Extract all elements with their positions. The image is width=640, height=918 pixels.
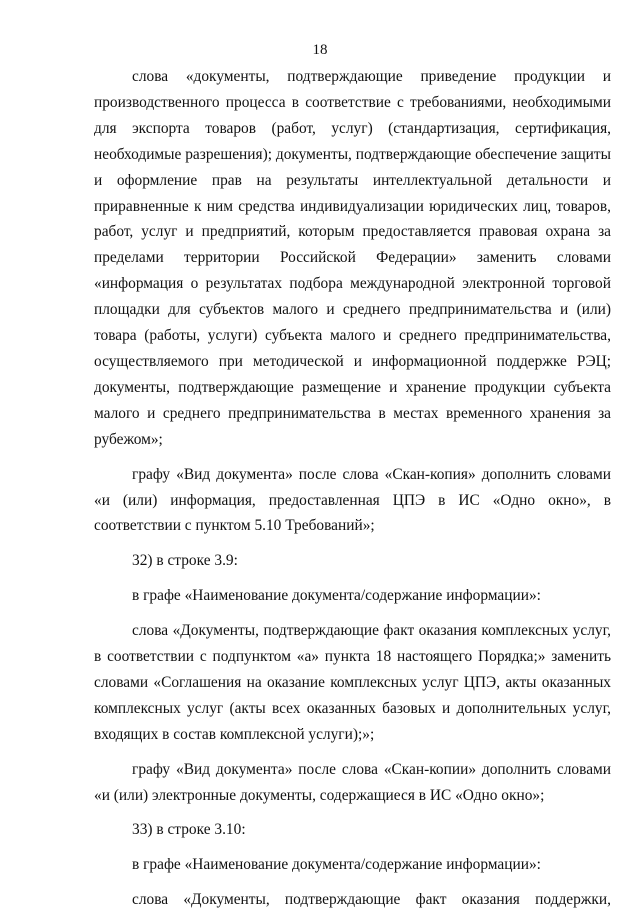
- document-body: [94, 64, 611, 913]
- paragraph-row-3-9: 32) в строке 3.9:: [132, 552, 238, 570]
- paragraph-column-name-3-9: в графе «Наименование документа/содержание информации»:: [132, 587, 541, 605]
- paragraph-complex-services-replacement: слова «Документы, подтверждающие факт оказания комплексных услуг, в соответствии с подпунктом «а» пункта 18 настоящего Порядка;» заменить словами «Соглашения на оказание комплексных услуг ЦПЭ, акты оказанных комплексных услуг (акты всех оказанных базовых и дополнительных услуг, входящих в состав комплексной услуги);»;: [94, 622, 611, 743]
- paragraph-document-type-scan-copy: графу «Вид документа» после слова «Скан-копия» дополнить словами «и (или) информация, предоставленная ЦПЭ в ИС «Одно окно», в соответствии с пунктом 5.10 Требований»;: [94, 465, 611, 535]
- page-number: 18: [312, 42, 328, 58]
- paragraph-documents-replacement: слова «документы, подтверждающие приведение продукции и производственного процесса в соответствие с требованиями, необходимыми для экспорта товаров (работ, услуг) (стандартизация, сертификация, необходимые разрешения); документы, подтверждающие обеспечение защиты и оформление прав на результаты интеллектуальной детальности и приравненные к ним средства индивидуализации юридических лиц, товаров, работ, услуг и предприятий, которым предоставляется правовая охрана за пределами территории Российской Федерации» заменить словами «информация о результатах подбора международной электронной торговой площадки для субъектов малого и среднего предпринимательства и (или) товара (работы, услуги) субъекта малого и среднего предпринимательства, осуществляемого при методической и информационной поддержке РЭЦ; документы, подтверждающие размещение и хранение продукции субъекта малого и среднего предпринимательства в местах временного хранения за рубежом»;: [94, 68, 611, 448]
- paragraph-column-name-3-10: в графе «Наименование документа/содержание информации»:: [132, 856, 541, 874]
- paragraph-document-type-scan-copies: графу «Вид документа» после слова «Скан-копии» дополнить словами «и (или) электронные документы, содержащиеся в ИС «Одно окно»;: [94, 760, 611, 804]
- paragraph-support-documents: слова «Документы, подтверждающие факт оказания поддержки,: [132, 891, 611, 909]
- paragraph-row-3-10: 33) в строке 3.10:: [132, 821, 246, 839]
